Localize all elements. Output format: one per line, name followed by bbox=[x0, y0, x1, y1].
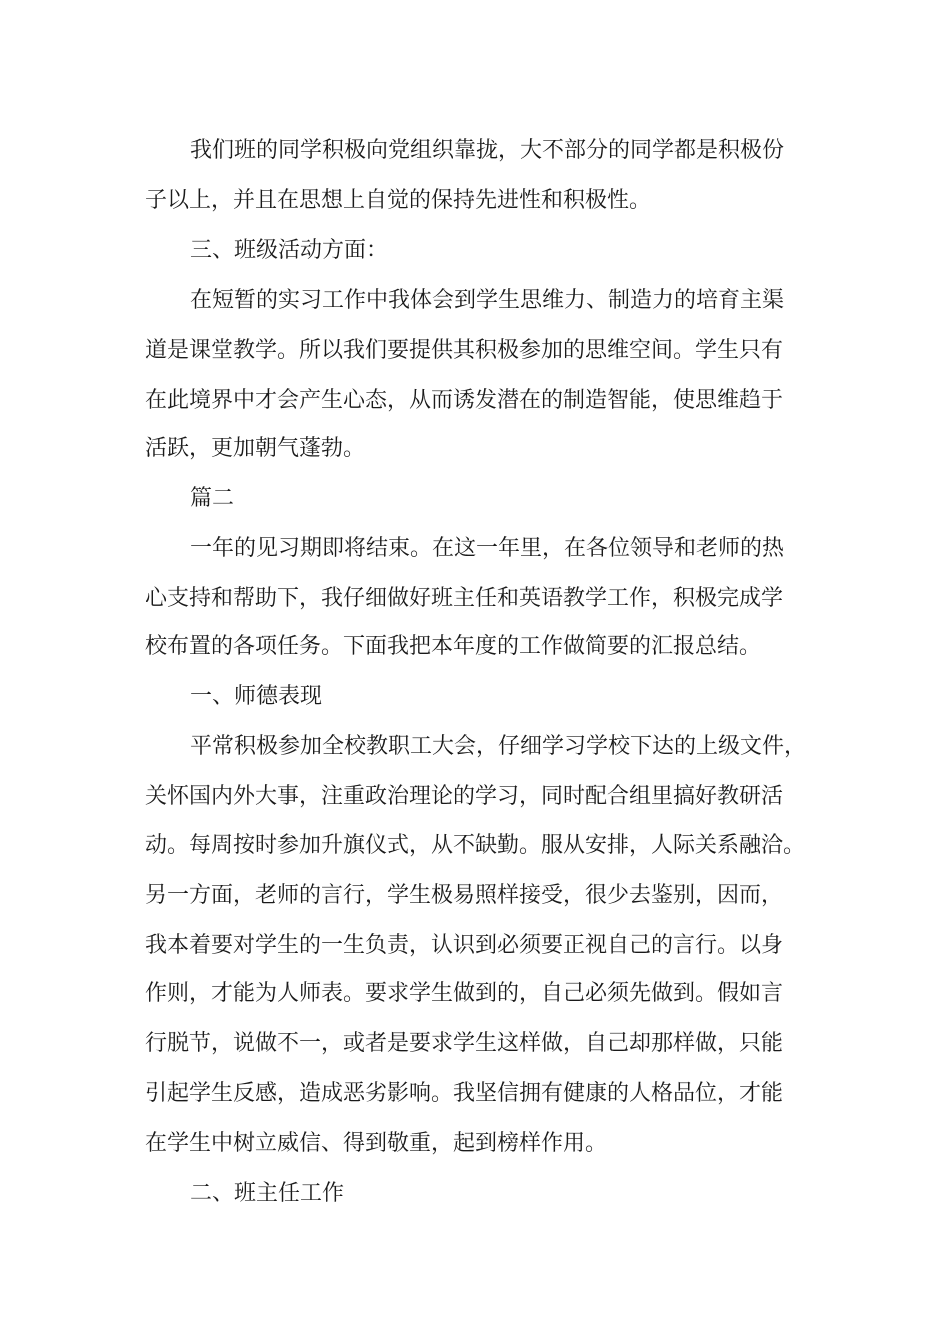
paragraph-line: 校布置的各项任务。下面我把本年度的工作做简要的汇报总结。 bbox=[145, 634, 762, 659]
paragraph-line: 关怀国内外大事，注重政治理论的学习，同时配合组里搞好教研活 bbox=[145, 784, 784, 809]
paragraph-line: 在学生中树立威信、得到敬重，起到榜样作用。 bbox=[145, 1131, 608, 1156]
paragraph-line: 我们班的同学积极向党组织靠拢，大不部分的同学都是积极份 bbox=[190, 138, 785, 163]
section-heading: 二、班主任工作 bbox=[190, 1181, 345, 1206]
paragraph-line: 我本着要对学生的一生负责，认识到必须要正视自己的言行。以身 bbox=[145, 933, 784, 958]
paragraph-line: 在此境界中才会产生心态，从而诱发潜在的制造智能，使思维趋于 bbox=[145, 388, 784, 413]
paragraph-line: 在短暂的实习工作中我体会到学生思维力、制造力的培育主渠 bbox=[190, 288, 785, 313]
paragraph-line: 活跃，更加朝气蓬勃。 bbox=[145, 436, 366, 461]
paragraph-line: 道是课堂教学。所以我们要提供其积极参加的思维空间。学生只有 bbox=[145, 338, 784, 363]
paragraph-line: 行脱节，说做不一，或者是要求学生这样做，自己却那样做，只能 bbox=[145, 1031, 784, 1056]
section-heading: 篇二 bbox=[190, 486, 235, 511]
paragraph-line: 子以上，并且在思想上自觉的保持先进性和积极性。 bbox=[145, 188, 652, 213]
paragraph-line: 引起学生反感，造成恶劣影响。我坚信拥有健康的人格品位，才能 bbox=[145, 1081, 784, 1106]
paragraph-line: 动。每周按时参加升旗仪式，从不缺勤。服从安排，人际关系融洽。 bbox=[145, 833, 806, 858]
paragraph-line: 作则，才能为人师表。要求学生做到的，自己必须先做到。假如言 bbox=[145, 981, 784, 1006]
paragraph-line: 另一方面，老师的言行，学生极易照样接受，很少去鉴别，因而， bbox=[145, 883, 784, 908]
paragraph-line: 平常积极参加全校教职工大会，仔细学习学校下达的上级文件， bbox=[190, 734, 807, 759]
section-heading: 一、师德表现 bbox=[190, 684, 323, 709]
paragraph-line: 心支持和帮助下，我仔细做好班主任和英语教学工作，积极完成学 bbox=[145, 586, 784, 611]
paragraph-line: 一年的见习期即将结束。在这一年里，在各位领导和老师的热 bbox=[190, 536, 785, 561]
section-heading: 三、班级活动方面： bbox=[190, 238, 389, 263]
